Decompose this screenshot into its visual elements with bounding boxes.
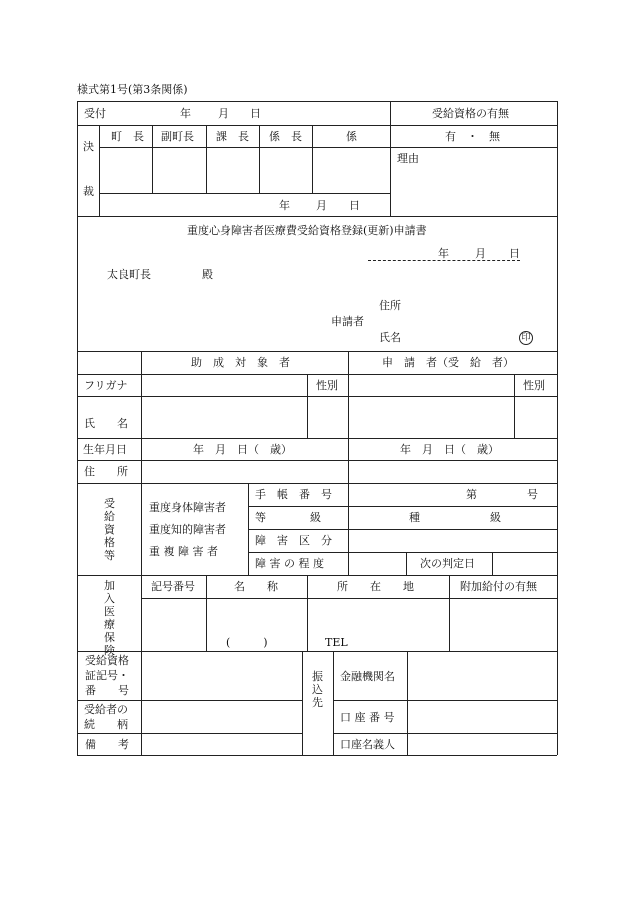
category-label: 障 害 区 分 <box>255 534 332 547</box>
line-v152 <box>152 125 153 193</box>
gender-label-applicant: 性別 <box>523 379 545 392</box>
form-id: 様式第1号(第3条関係) <box>77 83 188 96</box>
line-v406 <box>406 552 407 575</box>
line-v206-b <box>206 575 207 651</box>
approval-month: 月 <box>316 199 327 212</box>
date-dashed-line <box>368 260 520 261</box>
kind-label: 種 <box>409 511 420 524</box>
line-h351 <box>77 351 557 352</box>
eligibility-title: 受給資格の有無 <box>432 107 509 120</box>
type-multiple: 重 複 障 害 者 <box>149 545 218 558</box>
symbol-no-label: 記号番号 <box>151 580 195 593</box>
grade-label: 等 級 <box>255 511 321 524</box>
line-h700 <box>77 700 302 701</box>
honorific: 殿 <box>202 268 213 281</box>
birth-fields-subject: 年 月 日（ 歳） <box>193 443 292 456</box>
grade-suffix: 級 <box>490 511 501 524</box>
line-h598 <box>141 598 557 599</box>
relation-line1: 受給者の <box>84 703 128 716</box>
subject-header: 助 成 対 象 者 <box>191 356 290 369</box>
gender-label-subject: 性別 <box>316 379 338 392</box>
line-h733 <box>77 733 302 734</box>
name-row-label: 氏 名 <box>84 417 128 430</box>
insurance-paren: ( ) <box>226 636 268 649</box>
line-v141-d <box>141 651 142 755</box>
line-v206 <box>206 125 207 193</box>
line-h396 <box>77 396 557 397</box>
line-h483 <box>77 483 557 484</box>
qualification-label: 受給資格等 <box>104 497 115 562</box>
line-v141-a <box>141 351 142 483</box>
eligibility-choice[interactable]: 有 ・ 無 <box>445 130 500 143</box>
line-h193 <box>99 193 390 194</box>
furigana-label: フリガナ <box>84 379 128 392</box>
approval-label-1: 決 <box>83 140 94 153</box>
approval-label-2: 裁 <box>83 185 94 198</box>
application-month: 月 <box>475 247 486 260</box>
name-label: 氏名 <box>379 331 401 344</box>
remarks-label: 備 考 <box>85 738 129 751</box>
line-h700-r <box>333 700 557 701</box>
reception-year: 年 <box>180 107 191 120</box>
bank-label: 金融機関名 <box>340 670 395 683</box>
line-v390 <box>390 101 391 216</box>
role-mayor: 町 長 <box>111 130 144 143</box>
severity-label: 障 害 の 程 度 <box>255 557 324 570</box>
address-label: 住所 <box>379 299 401 312</box>
number-prefix: 第 <box>466 488 477 501</box>
application-title: 重度心身障害者医療費受給資格登録(更新)申請書 <box>187 224 427 237</box>
line-h575 <box>77 575 557 576</box>
line-h147 <box>99 147 557 148</box>
account-holder-label: 口座名義人 <box>340 738 395 751</box>
line-v449 <box>449 575 450 651</box>
type-intellectual: 重度知的障害者 <box>149 523 226 536</box>
line-v492 <box>492 552 493 575</box>
frame-right <box>557 101 558 755</box>
frame-left <box>77 101 78 755</box>
approval-year: 年 <box>279 199 290 212</box>
next-judgment-label: 次の判定日 <box>420 557 475 570</box>
reception-month: 月 <box>218 107 229 120</box>
line-v514 <box>514 374 515 438</box>
addressee: 太良町長 <box>107 268 151 281</box>
line-v312 <box>312 125 313 193</box>
birth-fields-applicant: 年 月 日（ 歳） <box>400 443 499 456</box>
line-h374 <box>77 374 557 375</box>
line-v259 <box>259 125 260 193</box>
frame-top <box>77 101 557 102</box>
line-v141-b <box>141 483 142 575</box>
number-suffix: 号 <box>527 488 538 501</box>
line-v141-c <box>141 575 142 651</box>
line-v307-b <box>307 575 308 651</box>
approval-day: 日 <box>349 199 360 212</box>
reception-day: 日 <box>250 107 261 120</box>
reason-label: 理由 <box>397 152 419 165</box>
insurance-name-label: 名 称 <box>234 580 278 593</box>
insurance-label: 加入医療保険 <box>104 579 115 657</box>
address-row-label: 住 所 <box>84 465 128 478</box>
cert-no-line1: 受給資格 <box>85 654 129 667</box>
line-v307-a <box>307 374 308 438</box>
transfer-label: 振込先 <box>312 670 323 709</box>
line-h460 <box>77 460 557 461</box>
relation-line2: 続 柄 <box>84 718 128 731</box>
birthdate-label: 生年月日 <box>83 443 127 456</box>
line-h506 <box>248 506 557 507</box>
role-staff: 係 <box>346 130 357 143</box>
line-v99 <box>99 125 100 216</box>
role-subsection-chief: 係 長 <box>269 130 302 143</box>
tel-label: TEL <box>325 636 348 649</box>
cert-no-line2: 証記号・ <box>85 669 129 682</box>
location-label: 所 在 地 <box>337 580 414 593</box>
role-deputy-mayor: 副町長 <box>161 130 194 143</box>
line-v348 <box>348 351 349 483</box>
line-h651 <box>77 651 557 652</box>
account-no-label: 口 座 番 号 <box>340 711 395 724</box>
additional-benefit-label: 附加給付の有無 <box>460 580 537 593</box>
notebook-no-label: 手 帳 番 号 <box>255 488 332 501</box>
application-year: 年 <box>438 247 449 260</box>
applicant-label: 申請者 <box>331 315 364 328</box>
role-section-chief: 課 長 <box>216 130 249 143</box>
type-physical: 重度身体障害者 <box>149 501 226 514</box>
application-day: 日 <box>509 247 520 260</box>
applicant-header: 申 請 者（受 給 者） <box>382 356 514 369</box>
line-h438 <box>77 438 557 439</box>
line-v407 <box>407 651 408 755</box>
line-h733-r <box>333 733 557 734</box>
line-h216 <box>77 216 557 217</box>
line-v333 <box>333 651 334 755</box>
cert-no-line3: 番 号 <box>85 684 129 697</box>
line-v302 <box>302 651 303 755</box>
seal-icon: 印 <box>519 331 533 345</box>
reception-label: 受付 <box>84 107 106 120</box>
frame-bottom <box>77 755 557 756</box>
line-h125 <box>77 125 557 126</box>
line-h552 <box>248 552 557 553</box>
line-h529 <box>248 529 557 530</box>
